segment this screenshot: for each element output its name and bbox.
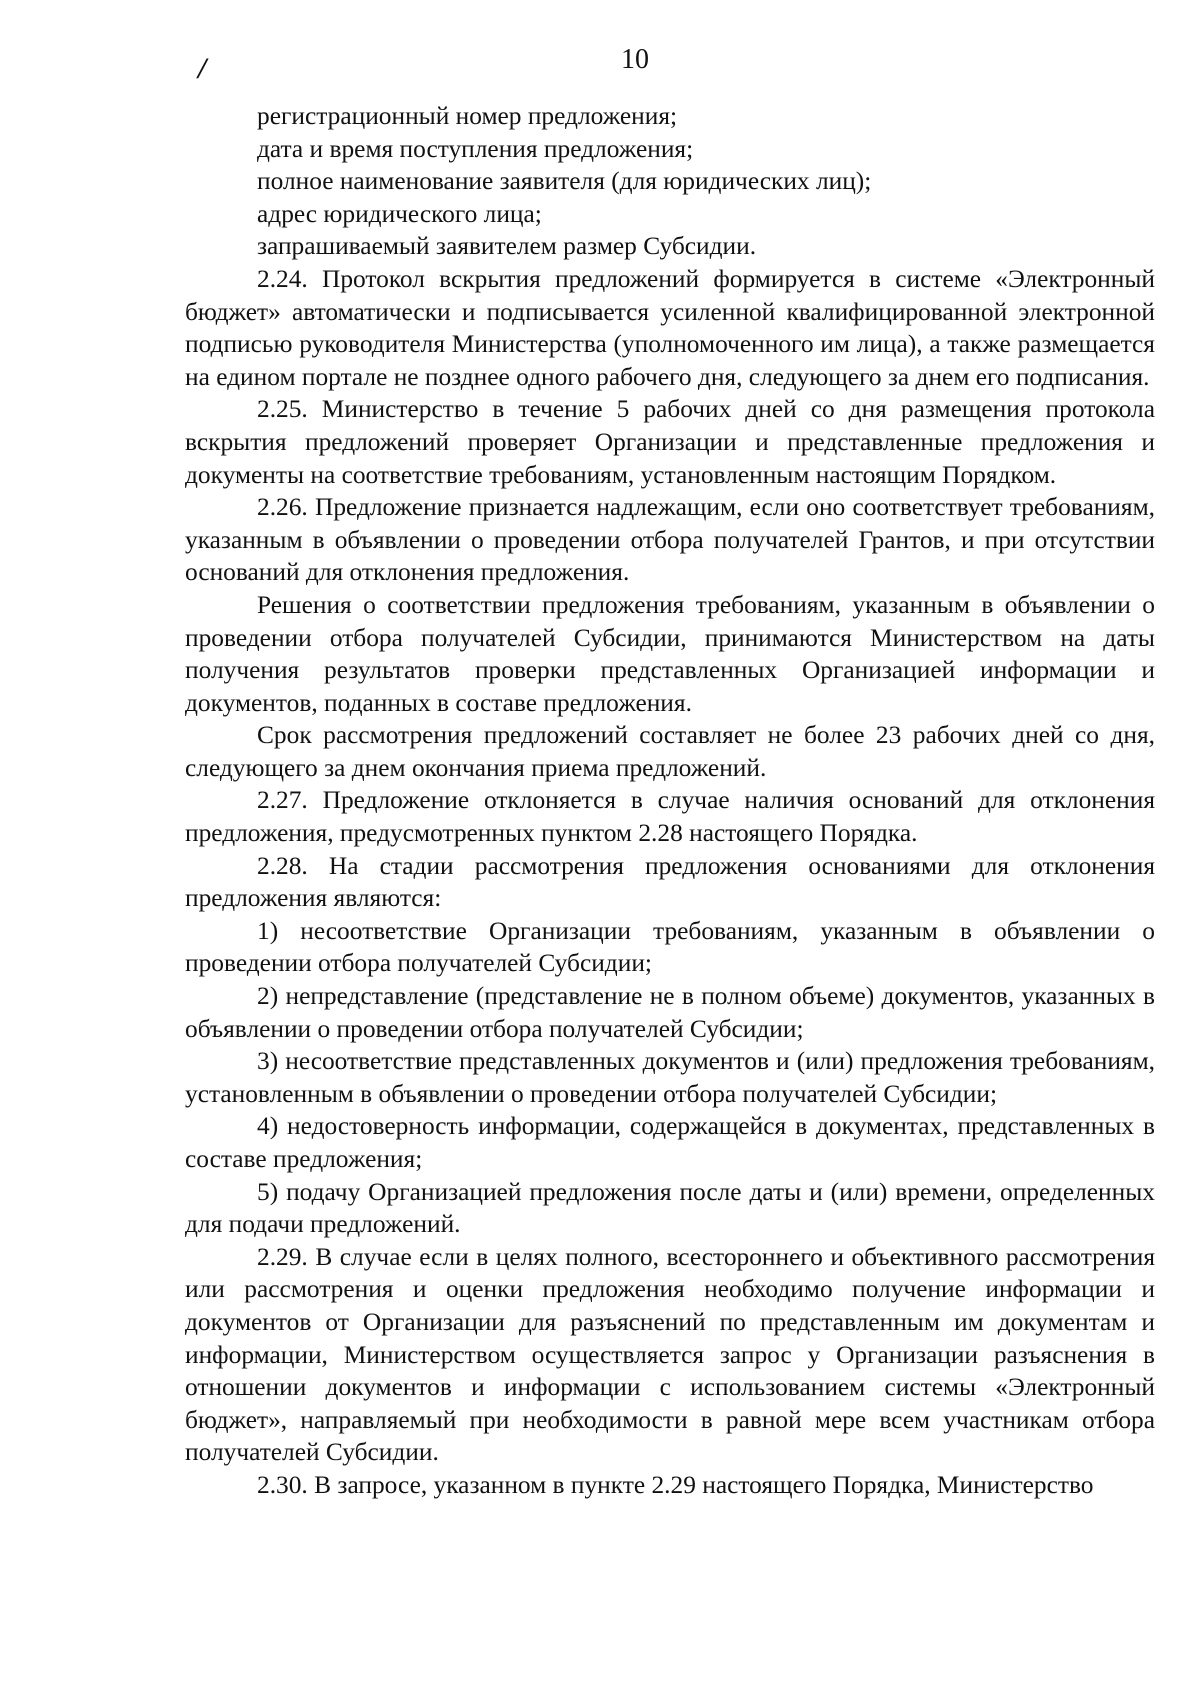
clause-2-28-item-1: 1) несоответствие Организации требованиям, указанным в объявлении о проведении отбора получателей Субсидии; — [185, 916, 1155, 978]
clause-2-28: 2.28. На стадии рассмотрения предложения основаниями для отклонения предложения являются: — [185, 851, 1155, 913]
clause-2-28-item-5: 5) подачу Организацией предложения после даты и (или) времени, определенных для подачи предложений. — [185, 1177, 1155, 1239]
list-item-applicant-name: полное наименование заявителя (для юридических лиц); — [257, 167, 872, 196]
clause-2-26-decisions: Решения о соответствии предложения требованиям, указанным в объявлении о проведении отбора получателей Субсидии, принимаются Министерством на даты получения результатов проверки представленных Организацией информации и документов, поданных в составе предложения. — [185, 590, 1155, 717]
list-item-subsidy-amount: запрашиваемый заявителем размер Субсидии. — [257, 232, 757, 261]
margin-mark: / — [198, 52, 207, 85]
list-item-legal-address: адрес юридического лица; — [257, 199, 542, 228]
clause-2-28-item-4: 4) недостоверность информации, содержащейся в документах, представленных в составе предложения; — [185, 1112, 1155, 1173]
clause-2-28-item-3: 3) несоответствие представленных документов и (или) предложения требованиям, установленным в объявлении о проведении отбора получателей Субсидии; — [185, 1047, 1155, 1108]
clause-2-24: 2.24. Протокол вскрытия предложений формируется в системе «Электронный бюджет» автоматически и подписывается усиленной квалифицированной электронной подписью руководителя Министерства (уполномоченного им лица), а также размещается на едином портале не позднее одного рабочего дня, следующего за днем его подписания. — [185, 264, 1155, 391]
list-item-date-time: дата и время поступления предложения; — [257, 134, 694, 163]
page-number: 10 — [621, 44, 649, 75]
clause-2-30: 2.30. В запросе, указанном в пункте 2.29 настоящего Порядка, Министерство — [257, 1470, 1094, 1499]
clause-2-26: 2.26. Предложение признается надлежащим, если оно соответствует требованиям, указанным в объявлении о проведении отбора получателей Грантов, и при отсутствии оснований для отклонения предложения. — [185, 493, 1155, 587]
document-body — [185, 100, 1155, 1502]
clause-2-28-item-2: 2) непредставление (представление не в полном объеме) документов, указанных в объявлении о проведении отбора получателей Субсидии; — [185, 982, 1155, 1043]
clause-2-25: 2.25. Министерство в течение 5 рабочих дней со дня размещения протокола вскрытия предложений проверяет Организации и представленные предложения и документы на соответствие требованиям, установленным настоящим Порядком. — [185, 395, 1155, 489]
clause-2-26-term: Срок рассмотрения предложений составляет не более 23 рабочих дней со дня, следующего за днем окончания приема предложений. — [185, 721, 1155, 782]
clause-2-29: 2.29. В случае если в целях полного, всестороннего и объективного рассмотрения или рассмотрения и оценки предложения необходимо получение информации и документов от Организации для разъяснений по представленным им документам и информации, Министерством осуществляется запрос у Организации разъяснения в отношении документов и информации с использованием системы «Электронный бюджет», направляемый при необходимости в равной мере всем участникам отбора получателей Субсидии. — [185, 1242, 1155, 1467]
list-item-registration-number: регистрационный номер предложения; — [257, 102, 678, 130]
clause-2-27: 2.27. Предложение отклоняется в случае наличия оснований для отклонения предложения, предусмотренных пунктом 2.28 настоящего Порядка. — [185, 786, 1155, 848]
